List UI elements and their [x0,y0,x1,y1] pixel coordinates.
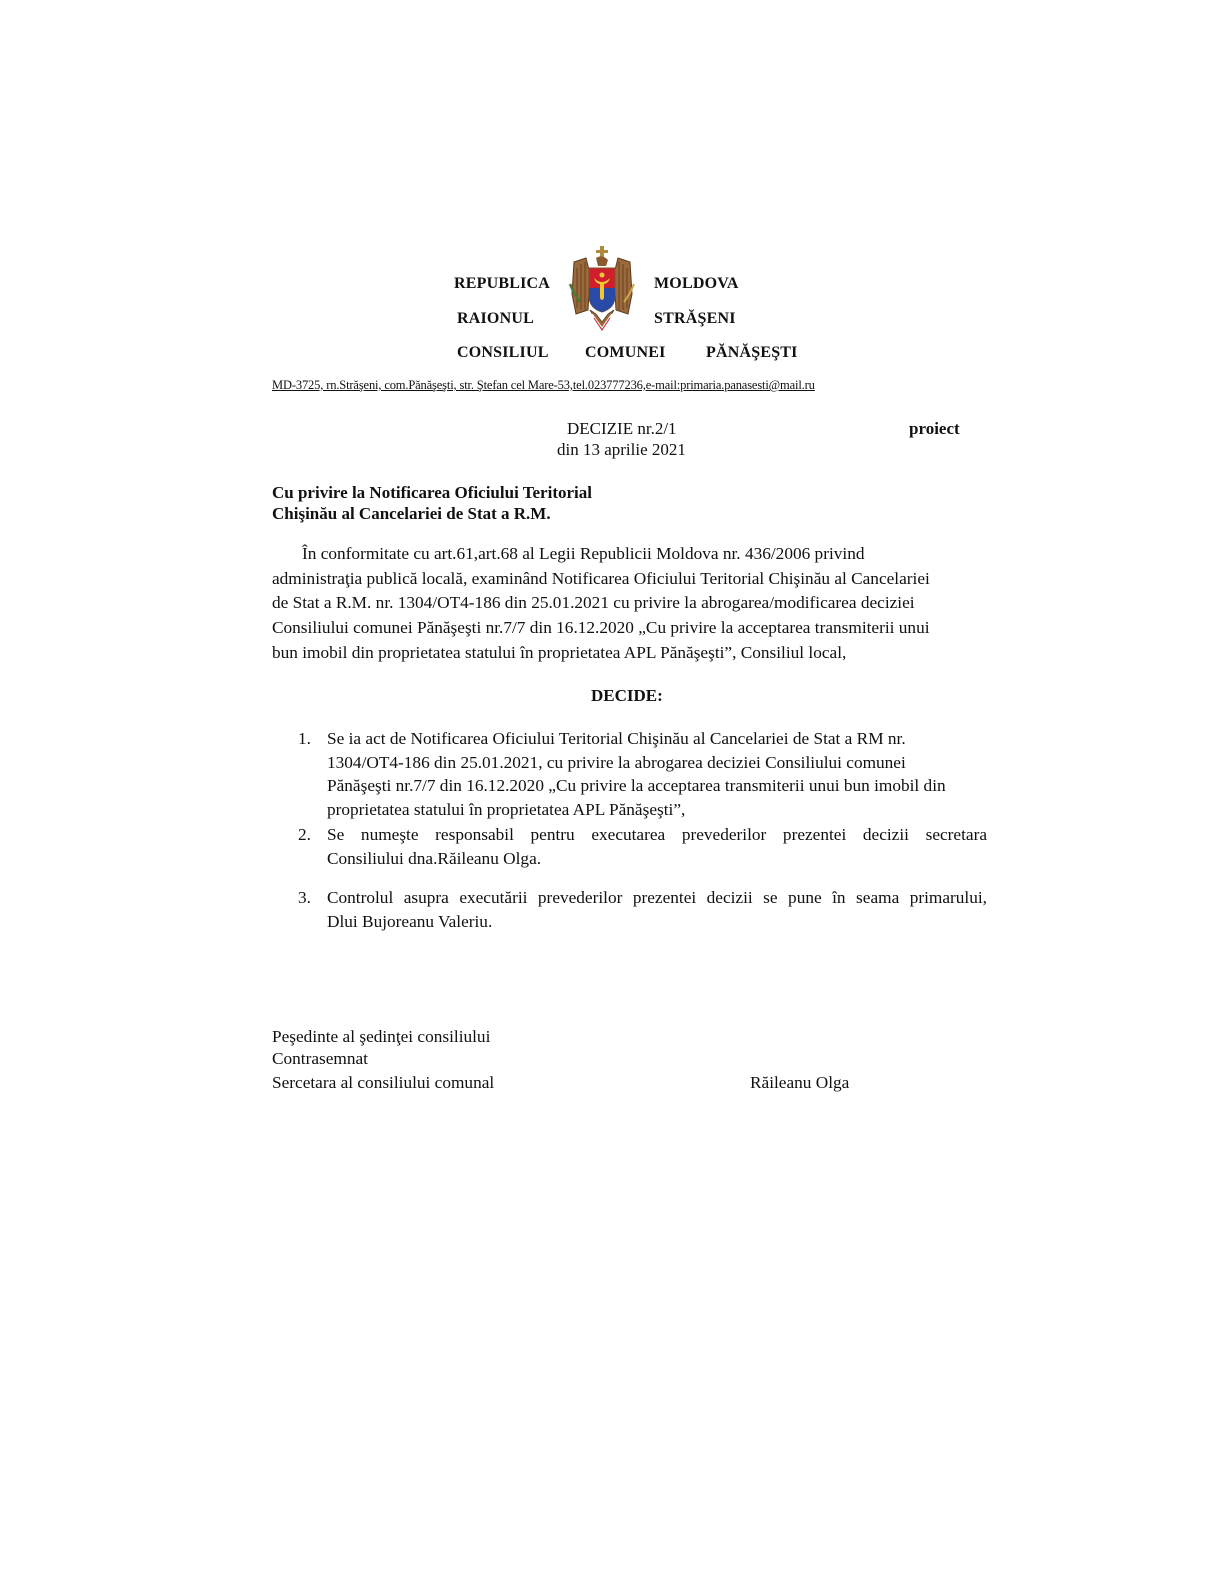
item-line: proprietatea statului în proprietatea APL Pănăşeşti”, [327,799,686,819]
subject-heading [272,482,592,524]
item-text [327,727,987,821]
subject-line: Cu privire la Notificarea Oficiului Teritorial [272,483,592,502]
letterhead-moldova: MOLDOVA [654,275,739,292]
item-number: 3. [298,888,311,907]
letterhead-consiliul: CONSILIUL [457,344,549,361]
item-text [327,886,987,933]
signature-chairman-label: Peşedinte al şedinţei consiliului [272,1027,491,1046]
signature-secretary-label: Sercetara al consiliului comunal [272,1073,495,1092]
preamble-line: de Stat a R.M. nr. 1304/OT4-186 din 25.01.2021 cu privire la abrogarea/modificarea deciziei [272,593,915,613]
letterhead-straseni: STRĂŞENI [654,310,736,327]
letterhead-raionul: RAIONUL [457,310,534,327]
decision-date: din 13 aprilie 2021 [557,440,686,459]
signature-countersigned-label: Contrasemnat [272,1049,368,1068]
preamble-line: Consiliului comunei Pănăşeşti nr.7/7 din 16.12.2020 „Cu privire la acceptarea transmiterii unui [272,618,930,638]
item-line: Se ia act de Notificarea Oficiului Teritorial Chişinău al Cancelariei de Stat a RM nr. [327,729,906,748]
letterhead-republica: REPUBLICA [454,275,551,292]
item-number: 2. [298,825,311,844]
item-line: Se numeşte responsabil pentru executarea prevederilor prezentei decizii secretara [327,825,987,844]
item-number: 1. [298,729,311,748]
preamble-paragraph [272,542,992,666]
letterhead-comunei: COMUNEI [585,344,666,361]
contact-line: MD-3725, rn.Străşeni, com.Pănăşeşti, str. Ştefan cel Mare-53,tel.023777236,e-mail:primaria.panasesti@mail.ru [272,378,815,392]
preamble-line: În conformitate cu art.61,art.68 al Legii Republicii Moldova nr. 436/2006 privind [302,544,865,563]
item-line: Dlui Bujoreanu Valeriu. [327,911,493,931]
coat-of-arms-icon [566,244,638,336]
letterhead-panasesti: PĂNĂŞEŞTI [706,344,798,361]
decision-number: DECIZIE nr.2/1 [567,419,677,438]
subject-line: Chişinău al Cancelariei de Stat a R.M. [272,504,551,523]
item-line: Controlul asupra executării prevederilor prezentei decizii se pune în seama primarului, [327,888,987,907]
item-line: Consiliului dna.Răileanu Olga. [327,848,542,868]
draft-status-label: proiect [909,419,960,438]
item-line: Pănăşeşti nr.7/7 din 16.12.2020 „Cu privire la acceptarea transmiterii unui bun imobil din [327,776,946,795]
preamble-line: administraţia publică locală, examinând Notificarea Oficiului Teritorial Chişinău al Cancelariei [272,568,930,588]
item-text [327,823,987,870]
signature-secretary-name: Răileanu Olga [750,1073,850,1092]
decide-heading: DECIDE: [591,686,663,705]
item-line: 1304/OT4-186 din 25.01.2021, cu privire la abrogarea deciziei Consiliului comunei [327,752,906,772]
preamble-line: bun imobil din proprietatea statului în proprietatea APL Pănăşeşti”, Consiliul local, [272,642,847,662]
